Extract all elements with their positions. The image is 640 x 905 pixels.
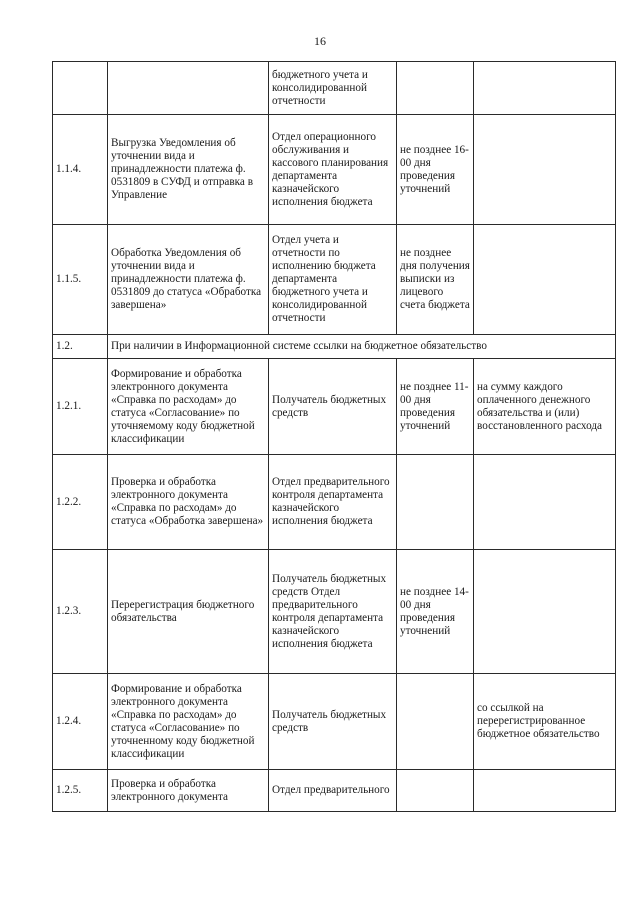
page-number: 16 — [314, 34, 326, 48]
note-cell — [474, 550, 616, 674]
executor-cell: Получатель бюджетных средств — [269, 674, 397, 770]
executor-cell: Отдел предварительного — [269, 770, 397, 812]
note-cell: на сумму каждого оплаченного денежного обязательства и (или) восстановленного расхода — [474, 359, 616, 455]
note-cell: со ссылкой на перерегистрированное бюджетное обязательство — [474, 674, 616, 770]
action-cell — [108, 62, 269, 115]
table-row — [53, 62, 616, 115]
action-cell: Обработка Уведомления об уточнении вида и принадлежности платежа ф. 0531809 до статуса «Обработка завершена» — [108, 225, 269, 335]
action-cell: Выгрузка Уведомления об уточнении вида и принадлежности платежа ф. 0531809 в СУФД и отправка в Управление — [108, 115, 269, 225]
section-number: 1.2. — [53, 335, 108, 359]
note-cell — [474, 770, 616, 812]
action-cell: Перерегистрация бюджетного обязательства — [108, 550, 269, 674]
table-row — [53, 455, 616, 550]
term-cell — [397, 62, 474, 115]
note-cell — [474, 115, 616, 225]
action-cell: Формирование и обработка электронного документа «Справка по расходам» до статуса «Согласование» по уточненному коду бюджетной классификации — [108, 674, 269, 770]
term-cell: не позднее 14-00 дня проведения уточнений — [397, 550, 474, 674]
executor-cell: Получатель бюджетных средств — [269, 359, 397, 455]
term-cell — [397, 674, 474, 770]
row-number: 1.1.4. — [53, 115, 108, 225]
section-title: При наличии в Информационной системе ссылки на бюджетное обязательство — [108, 335, 616, 359]
executor-cell: Отдел учета и отчетности по исполнению бюджета департамента бюджетного учета и консолидированной отчетности — [269, 225, 397, 335]
executor-cell: Получатель бюджетных средств Отдел предварительного контроля департамента казначейского исполнения бюджета — [269, 550, 397, 674]
row-number: 1.2.4. — [53, 674, 108, 770]
procedure-table — [52, 61, 616, 812]
table-row — [53, 770, 616, 812]
executor-cell: Отдел предварительного контроля департамента казначейского исполнения бюджета — [269, 455, 397, 550]
term-cell: не позднее 11-00 дня проведения уточнений — [397, 359, 474, 455]
note-cell — [474, 62, 616, 115]
row-number — [53, 62, 108, 115]
table-row — [53, 674, 616, 770]
table-row — [53, 115, 616, 225]
executor-cell: бюджетного учета и консолидированной отчетности — [269, 62, 397, 115]
section-row — [53, 335, 616, 359]
action-cell: Проверка и обработка электронного документа — [108, 770, 269, 812]
executor-cell: Отдел операционного обслуживания и кассового планирования департамента казначейского исполнения бюджета — [269, 115, 397, 225]
row-number: 1.2.3. — [53, 550, 108, 674]
term-cell: не позднее 16-00 дня проведения уточнений — [397, 115, 474, 225]
row-number: 1.2.2. — [53, 455, 108, 550]
note-cell — [474, 455, 616, 550]
row-number: 1.2.1. — [53, 359, 108, 455]
row-number: 1.1.5. — [53, 225, 108, 335]
action-cell: Формирование и обработка электронного документа «Справка по расходам» до статуса «Согласование» по уточняемому коду бюджетной классификации — [108, 359, 269, 455]
table-row — [53, 225, 616, 335]
note-cell — [474, 225, 616, 335]
table-row — [53, 550, 616, 674]
row-number: 1.2.5. — [53, 770, 108, 812]
term-cell: не позднее дня получения выписки из лицевого счета бюджета — [397, 225, 474, 335]
action-cell: Проверка и обработка электронного документа «Справка по расходам» до статуса «Обработка завершена» — [108, 455, 269, 550]
term-cell — [397, 455, 474, 550]
term-cell — [397, 770, 474, 812]
table-row — [53, 359, 616, 455]
